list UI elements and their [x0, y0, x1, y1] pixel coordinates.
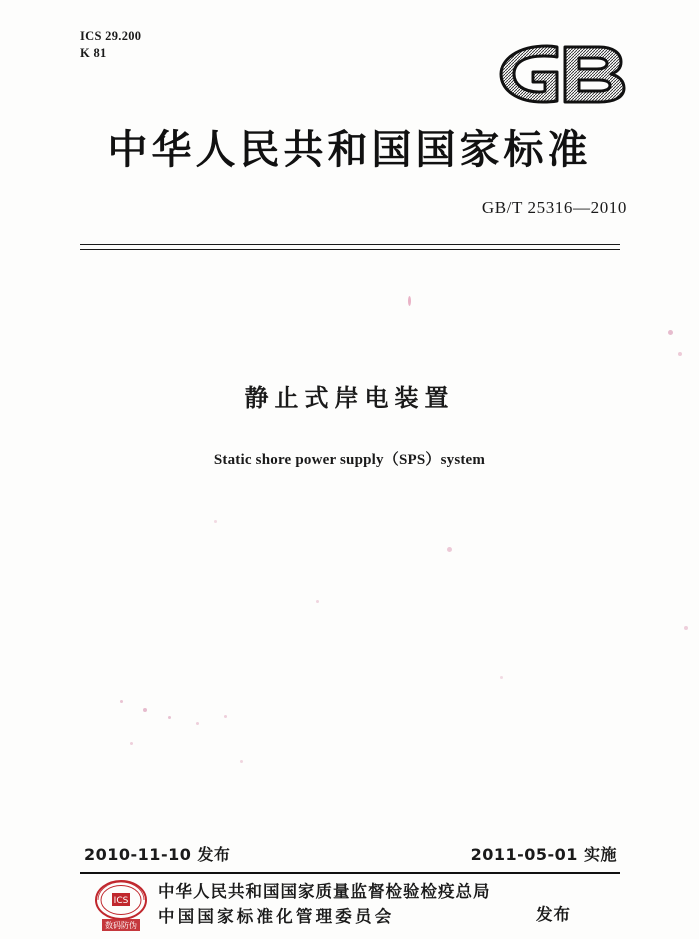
classification-block	[80, 28, 141, 62]
paper-speckle	[668, 330, 673, 335]
publish-word: 发布	[536, 905, 571, 924]
paper-speckle	[316, 600, 319, 603]
divider-footer	[80, 872, 620, 874]
paper-speckle	[224, 715, 227, 718]
publisher-line-1: 中华人民共和国国家质量监督检验检疫总局	[158, 882, 491, 901]
standard-number: GB/T 25316—2010	[481, 198, 627, 217]
paper-speckle	[196, 722, 199, 725]
paper-speckle	[120, 700, 123, 703]
ics-code: ICS 29.200	[80, 29, 142, 43]
issue-date: 2010-11-10 发布	[84, 845, 231, 864]
publisher-line-2: 中国国家标准化管理委员会	[158, 906, 395, 926]
paper-speckle	[500, 676, 503, 679]
paper-speckle	[214, 520, 217, 523]
paper-speckle	[408, 296, 411, 306]
paper-speckle	[130, 742, 133, 745]
paper-speckle	[168, 716, 171, 719]
paper-speckle	[240, 760, 243, 763]
national-standard-title: 中华人民共和国国家标准	[107, 127, 592, 173]
paper-speckle	[143, 708, 147, 712]
divider-top-thin	[80, 249, 620, 250]
document-title-chinese: 静止式岸电装置	[244, 384, 455, 412]
paper-speckle	[447, 547, 452, 552]
paper-speckle	[678, 352, 682, 356]
document-title-english: Static shore power supply（SPS）system	[213, 452, 486, 468]
paper-speckle	[684, 626, 688, 630]
anti-counterfeit-seal-icon	[92, 878, 150, 934]
publisher-block	[158, 880, 491, 930]
divider-top	[80, 244, 620, 245]
effective-date: 2011-05-01 实施	[470, 845, 617, 864]
seal-label: 数码防伪	[105, 921, 137, 930]
svg-text:ICS: ICS	[113, 896, 129, 906]
gb-emblem-icon	[487, 38, 637, 110]
ccs-code: K 81	[80, 45, 107, 60]
